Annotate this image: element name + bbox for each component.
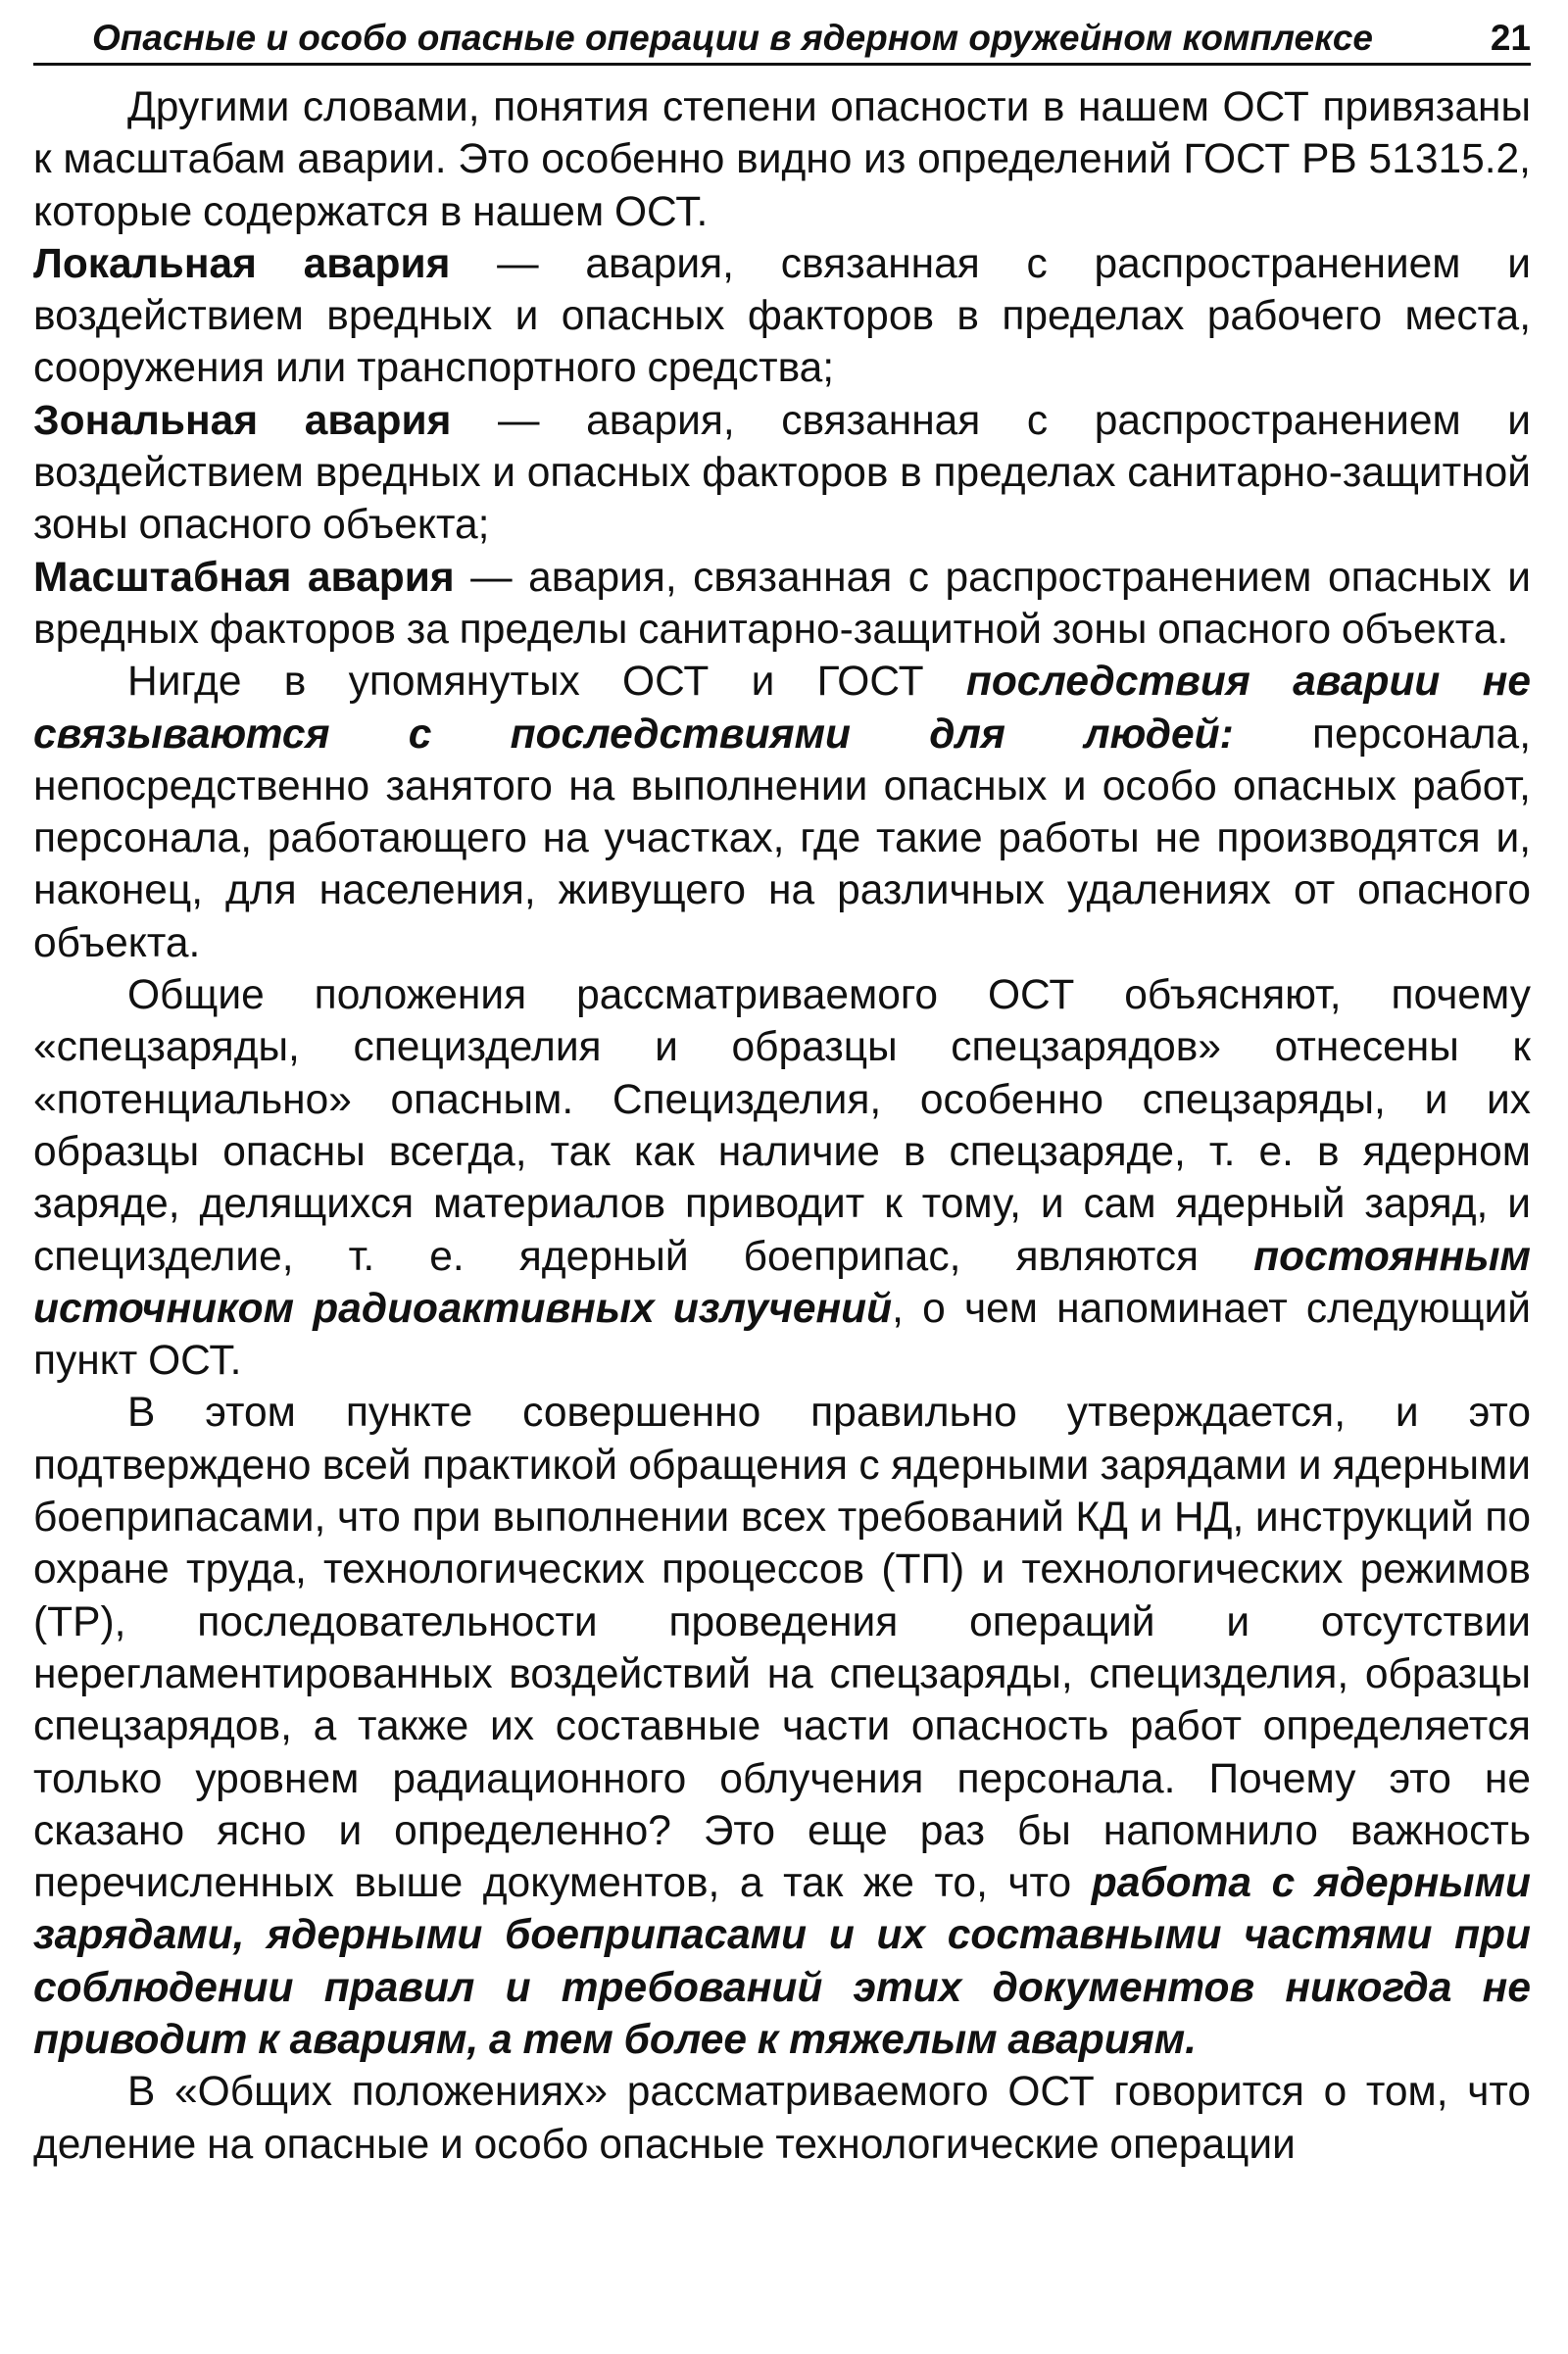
definition-text: — авария, связанная с распространением и воздействием вредных и опасных факторов в пределах рабочего места, сооружения или транспортного средства; xyxy=(33,240,1532,392)
emphasis: работа с ядерными зарядами, ядерными боеприпасами и их составными частями при соблюдении правил и требований этих документов никогда не приводит к авариям, а тем более к тяжелым авариям. xyxy=(33,1860,1532,2063)
definition-text: — авария, связанная с распространением опасных и вредных факторов за пределы санитарно-защитной зоны опасного объекта. xyxy=(33,554,1531,653)
text-run: персонала, непосредственно занятого на выполнении опасных и особо опасных работ, персонала, работающего на участках, где такие работы не производятся и, наконец, для населения, живущего на различных удалениях от опасного объекта. xyxy=(33,711,1532,966)
text-run: , о чем напоминает следующий пункт ОСТ. xyxy=(33,1285,1532,1385)
page-number: 21 xyxy=(1490,18,1531,58)
emphasis: последствия аварии не связываются с последствиями для людей: xyxy=(33,659,1531,758)
definition-term: Локальная авария xyxy=(33,240,451,287)
definition-term: Масштабная авария xyxy=(33,554,455,601)
paragraph-3 xyxy=(33,969,1531,1387)
definition-local-accident xyxy=(33,238,1531,395)
running-header xyxy=(33,14,1531,66)
definition-large-scale-accident xyxy=(33,552,1531,657)
paragraph-5: В «Общих положениях» рассматриваемого ОСТ говорится о том, что деление на опасные и особо опасные технологические операции xyxy=(33,2069,1531,2168)
definition-text: — авария, связанная с распространением и воздействием вредных и опасных факторов в пределах санитарно-защитной зоны опасного объекта; xyxy=(33,397,1532,549)
text-run: В этом пункте совершенно правильно утверждается, и это подтверждено всей практикой обращения с ядерными зарядами и ядерными боеприпасами, что при выполнении всех требований КД и НД, инструкций по охране труда, технологических процессов (ТП) и технологических режимов (ТР), последовательности проведения операций и отсутствии нерегламентированных воздействий на спецзаряды, специзделия, образцы спецзарядов, а также их составные части опасность работ определяется только уровнем радиационного облучения персонала. Почему это не сказано ясно и определенно? Это еще раз бы напомнило важность перечисленных выше документов, а так же то, что xyxy=(33,1390,1531,1907)
paragraph-1: Другими словами, понятия степени опасности в нашем ОСТ привязаны к масштабам аварии. Это особенно видно из определений ГОСТ РВ 51315.2, которые содержатся в нашем ОСТ. xyxy=(33,84,1531,235)
emphasis: постоянным источником радиоактивных излучений xyxy=(33,1233,1531,1332)
text-run: Общие положения рассматриваемого ОСТ объясняют, почему «спецзаряды, специзделия и образцы спецзарядов» отнесены к «потенциально» опасным. Специзделия, особенно спецзаряды, и их образцы опасны всегда, так как наличие в спецзаряде, т. е. в ядерном заряде, делящихся материалов приводит к тому, и сам ядерный заряд, и специзделие, т. е. ядерный боеприпас, являются xyxy=(33,972,1531,1280)
paragraph-2 xyxy=(33,656,1531,969)
text-run: Нигде в упомянутых ОСТ и ГОСТ xyxy=(127,659,966,706)
paragraph-4 xyxy=(33,1387,1531,2066)
book-page xyxy=(33,0,1531,2171)
definition-term: Зональная авария xyxy=(33,397,452,444)
definition-zonal-accident xyxy=(33,395,1531,552)
body-text xyxy=(33,81,1531,2171)
running-header-title: Опасные и особо опасные операции в ядерном оружейном комплексе xyxy=(92,18,1373,58)
